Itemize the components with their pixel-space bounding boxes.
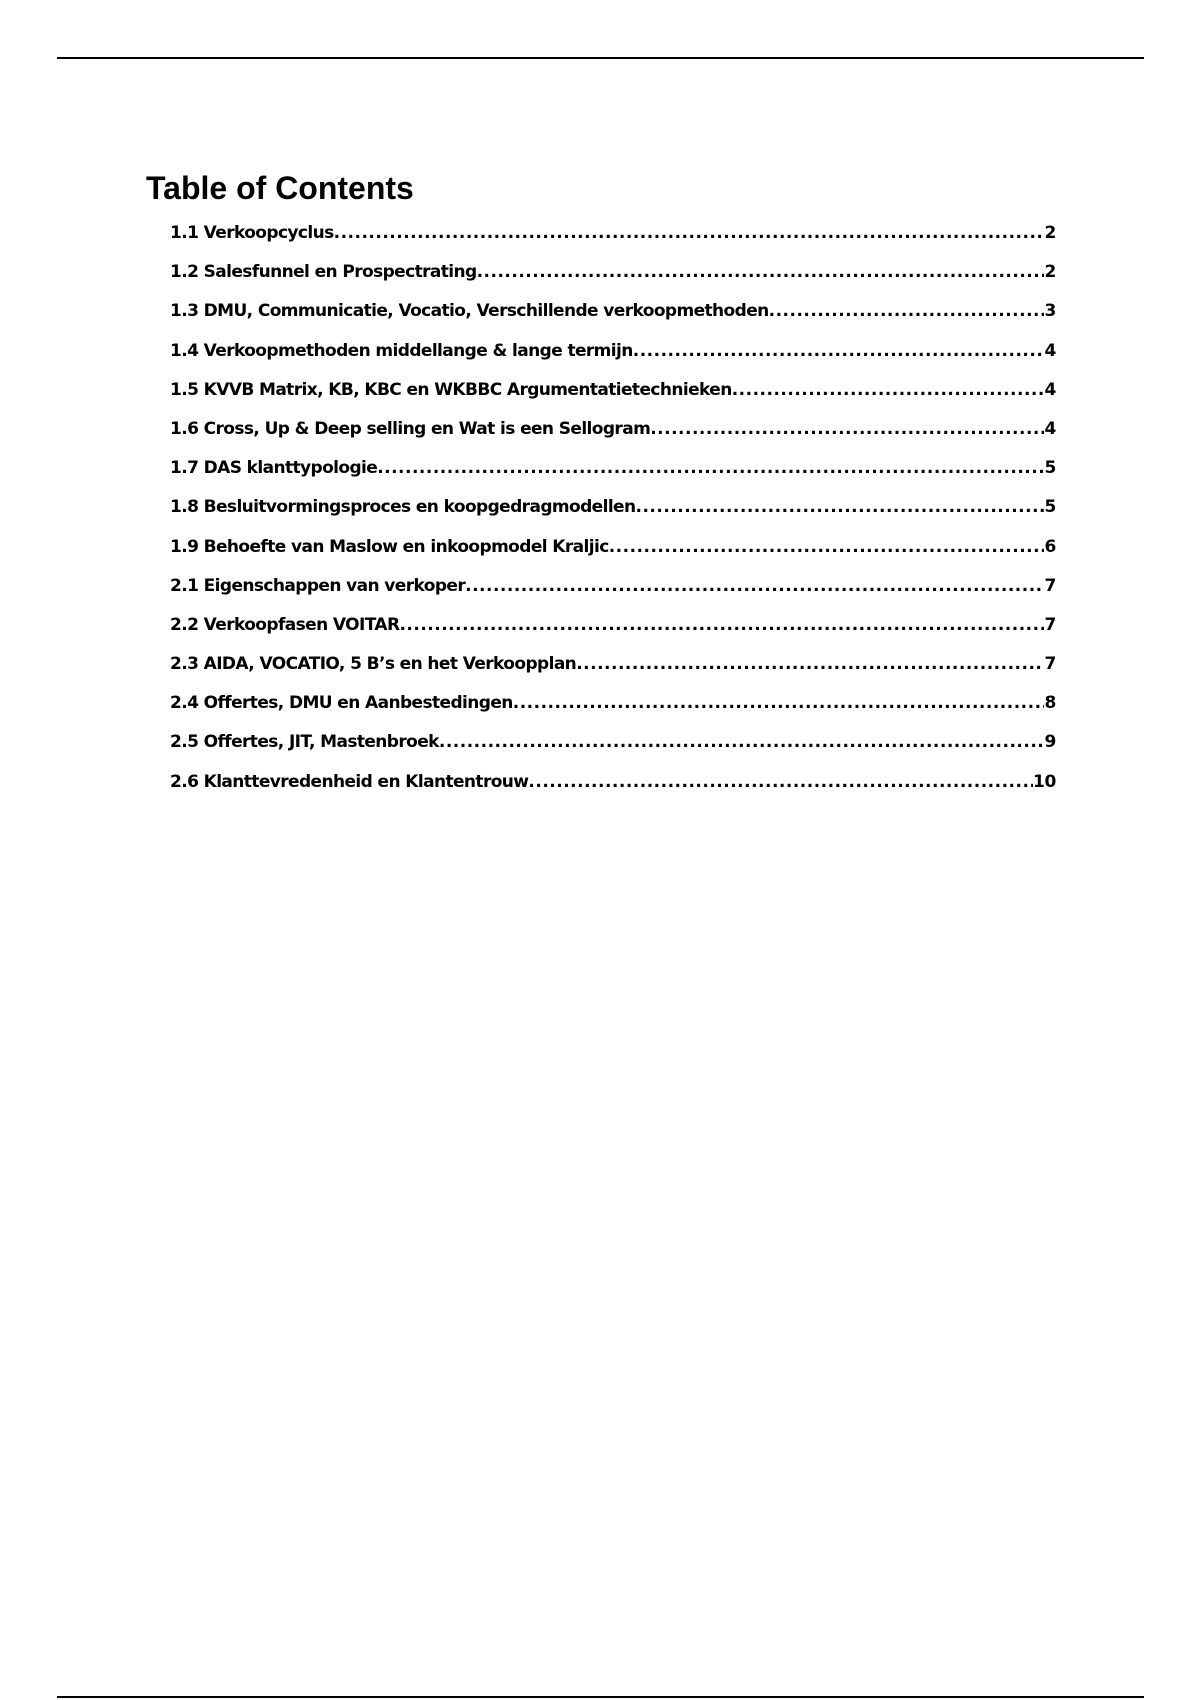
toc-entry[interactable] [170, 728, 1056, 767]
toc-entry[interactable] [170, 376, 1056, 415]
toc-entry[interactable] [170, 611, 1056, 650]
toc-leader-dots [650, 415, 1044, 443]
toc-title: Table of Contents [146, 170, 414, 206]
toc-entry-page: 4 [1044, 418, 1056, 439]
toc-list [170, 219, 1056, 807]
toc-entry-page: 4 [1044, 379, 1056, 400]
toc-leader-dots [334, 219, 1045, 247]
toc-leader-dots [399, 611, 1044, 639]
toc-entry-label: 1.1 Verkoopcyclus [170, 223, 334, 243]
toc-leader-dots [477, 258, 1045, 286]
toc-entry-page: 5 [1044, 497, 1056, 518]
toc-entry-page: 6 [1044, 536, 1056, 557]
toc-entry[interactable] [170, 337, 1056, 376]
toc-entry-page: 2 [1044, 223, 1056, 243]
toc-entry-label: 1.2 Salesfunnel en Prospectrating [170, 262, 477, 283]
toc-entry-label: 1.7 DAS klanttypologie [170, 458, 378, 479]
toc-entry-page: 5 [1044, 458, 1056, 479]
header-rule [57, 57, 1144, 59]
toc-leader-dots [439, 728, 1045, 756]
footer-rule [57, 1696, 1144, 1698]
toc-entry-label: 1.6 Cross, Up & Deep selling en Wat is een Sellogram [170, 418, 651, 439]
toc-entry-page: 9 [1044, 732, 1056, 753]
toc-entry-page: 7 [1044, 614, 1056, 635]
toc-entry-label: 1.9 Behoefte van Maslow en inkoopmodel Kraljic [170, 536, 609, 557]
toc-entry-label: 2.4 Offertes, DMU en Aanbestedingen [170, 693, 513, 714]
toc-entry[interactable] [170, 454, 1056, 493]
toc-entry-page: 7 [1044, 654, 1056, 675]
toc-entry[interactable] [170, 415, 1056, 454]
toc-entry[interactable] [170, 650, 1056, 689]
toc-entry-page: 4 [1044, 340, 1056, 361]
toc-entry[interactable] [170, 572, 1056, 611]
toc-entry-page: 2 [1044, 262, 1056, 283]
toc-entry-label: 2.6 Klanttevredenheid en Klantentrouw [170, 771, 529, 792]
toc-leader-dots [769, 297, 1045, 325]
toc-entry-label: 2.5 Offertes, JIT, Mastenbroek [170, 732, 439, 753]
toc-entry-page: 3 [1044, 301, 1056, 322]
toc-entry-label: 2.2 Verkoopfasen VOITAR [170, 614, 400, 635]
toc-entry-page: 7 [1044, 575, 1056, 596]
toc-entry[interactable] [170, 533, 1056, 572]
toc-leader-dots [465, 572, 1044, 600]
toc-entry-page: 10 [1032, 771, 1056, 792]
toc-leader-dots [732, 376, 1045, 404]
toc-leader-dots [377, 454, 1044, 482]
toc-entry-label: 2.3 AIDA, VOCATIO, 5 B’s en het Verkoopplan [170, 654, 577, 675]
toc-entry-label: 1.4 Verkoopmethoden middellange & lange termijn [170, 340, 633, 361]
toc-entry[interactable] [170, 689, 1056, 728]
toc-entry-label: 1.3 DMU, Communicatie, Vocatio, Verschillende verkoopmethoden [170, 301, 769, 322]
toc-leader-dots [513, 689, 1045, 717]
toc-leader-dots [633, 337, 1045, 365]
toc-leader-dots [528, 768, 1033, 796]
toc-leader-dots [609, 533, 1045, 561]
toc-entry-page: 8 [1044, 693, 1056, 714]
toc-entry[interactable] [170, 493, 1056, 532]
toc-entry[interactable] [170, 768, 1056, 807]
toc-entry[interactable] [170, 258, 1056, 297]
toc-entry-label: 2.1 Eigenschappen van verkoper [170, 575, 466, 596]
toc-entry-label: 1.5 KVVB Matrix, KB, KBC en WKBBC Argumentatietechnieken [170, 379, 732, 400]
toc-entry-label: 1.8 Besluitvormingsproces en koopgedragmodellen [170, 497, 636, 518]
toc-entry[interactable] [170, 219, 1056, 258]
toc-leader-dots [635, 493, 1044, 521]
toc-entry[interactable] [170, 297, 1056, 336]
toc-leader-dots [576, 650, 1044, 678]
